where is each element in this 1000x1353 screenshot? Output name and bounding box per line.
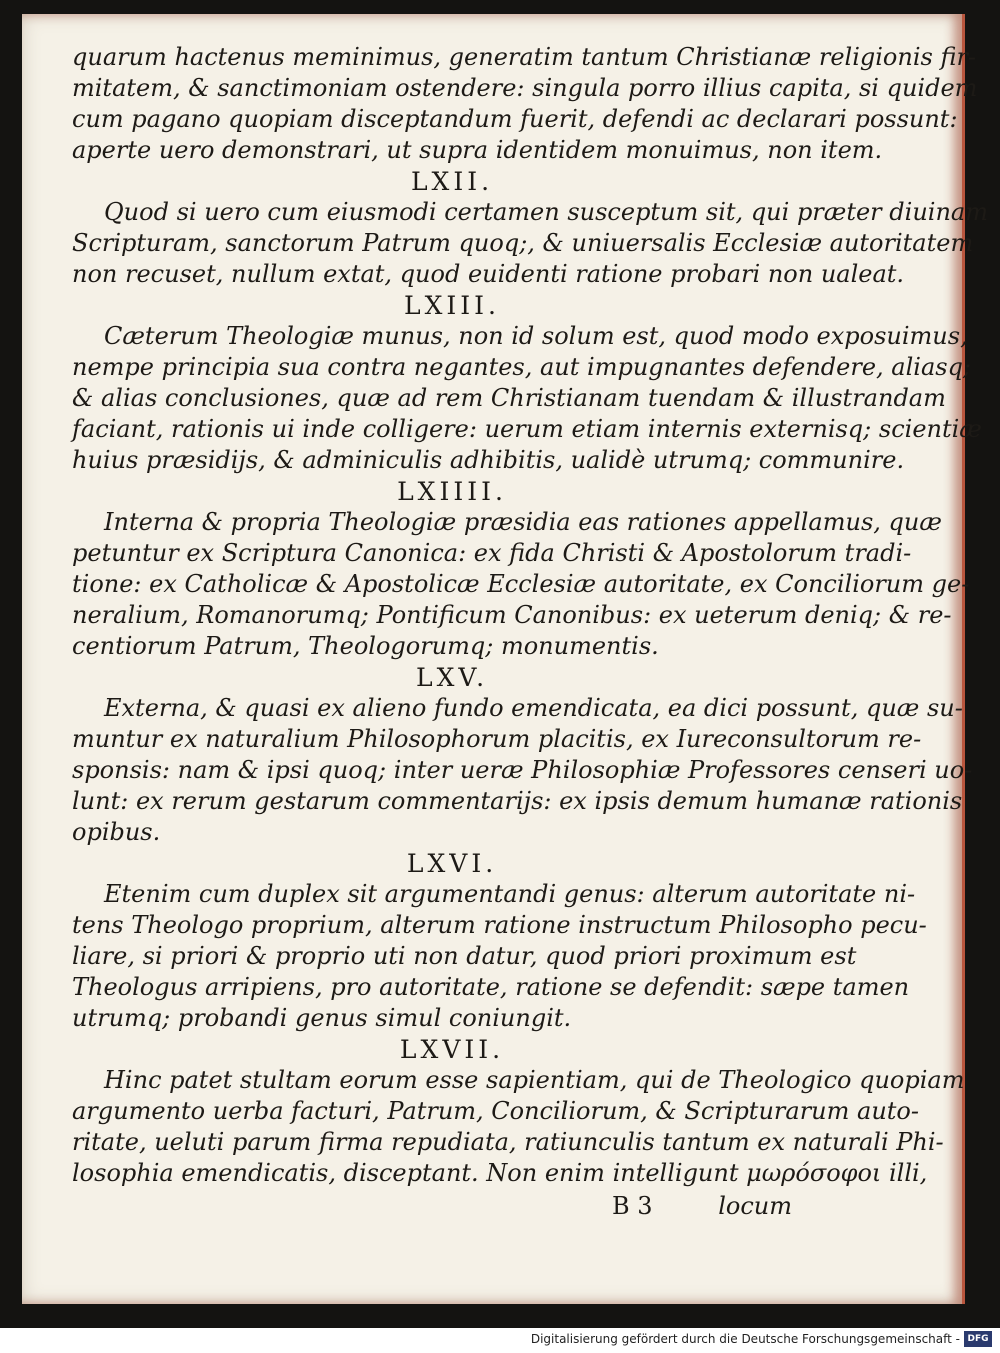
page-text [72,42,988,1223]
text-line: opibus. [72,818,161,846]
text-line: aperte uero demonstrari, ut supra identidem monuimus, non item. [72,136,883,164]
section-numeral: LXIII. [404,291,500,320]
text-line: utrumq; probandi genus simul coniungit. [72,1004,572,1032]
text-line: Scripturam, sanctorum Patrum quoq;, & uniuersalis Ecclesiæ autoritatem [72,229,974,257]
signature-mark: B 3 [612,1192,653,1220]
text-line: ritate, ueluti parum firma repudiata, ratiunculis tantum ex naturali Phi- [72,1128,944,1156]
text-line: mitatem, & sanctimoniam ostendere: singula porro illius capita, si quidem [72,74,978,102]
section-numeral: LXVII. [399,1035,505,1064]
text-line: centiorum Patrum, Theologorumq; monumentis. [72,632,659,660]
text-line: muntur ex naturalium Philosophorum placitis, ex Iureconsultorum re- [72,725,922,753]
digitization-footer [0,1328,1000,1353]
section-numeral: LXV. [415,663,489,692]
text-line: & alias conclusiones, quæ ad rem Christianam tuendam & illustrandam [72,384,946,412]
section-numeral: LXVI. [406,849,498,878]
text-line: Quod si uero cum eiusmodi certamen susceptum sit, qui præter diuinam [104,198,988,226]
text-line: cum pagano quopiam disceptandum fuerit, defendi ac declarari possunt: [72,105,958,133]
text-line: neralium, Romanorumq; Pontificum Canonibus: ex ueterum deniq; & re- [72,601,952,629]
funding-notice: Digitalisierung gefördert durch die Deutsche Forschungsgemeinschaft - [530,1332,960,1346]
section-numeral: LXII. [410,167,494,196]
catchword: locum [718,1192,792,1220]
text-line: Interna & propria Theologiæ præsidia eas rationes appellamus, quæ [104,508,942,536]
text-line: non recuset, nullum extat, quod euidenti ratione probari non ualeat. [72,260,905,288]
text-line: Etenim cum duplex sit argumentandi genus: alterum autoritate ni- [104,880,916,908]
text-line: losophia emendicatis, disceptant. Non enim intelligunt μωρόσοφοι illi, [72,1159,928,1187]
text-line: Cæterum Theologiæ munus, non id solum est, quod modo exposuimus, [104,322,968,350]
text-line: Theologus arripiens, pro autoritate, ratione se defendit: sæpe tamen [72,973,910,1001]
text-line: huius præsidijs, & adminiculis adhibitis, ualidè utrumq; communire. [72,446,905,474]
text-line: faciant, rationis ui inde colligere: uerum etiam internis externisq; scientiæ [72,415,982,443]
text-line: nempe principia sua contra negantes, aut impugnantes defendere, aliasq; [72,353,972,381]
page-foot [72,1191,792,1223]
text-line: lunt: ex rerum gestarum commentarijs: ex ipsis demum humanæ rationis [72,787,963,815]
text-line: liare, si priori & proprio uti non datur, quod priori proximum est [72,942,857,970]
text-line: Hinc patet stultam eorum esse sapientiam, qui de Theologico quopiam [104,1066,965,1094]
text-line: argumento uerba facturi, Patrum, Conciliorum, & Scripturarum auto- [72,1097,919,1125]
text-line: tens Theologo proprium, alterum ratione instructum Philosopho pecu- [72,911,927,939]
text-line: quarum hactenus meminimus, generatim tantum Christianæ religionis fir- [72,43,977,71]
dfg-logo-icon: DFG [964,1331,992,1347]
text-line: tione: ex Catholicæ & Apostolicæ Ecclesiæ autoritate, ex Conciliorum ge- [72,570,970,598]
text-line: sponsis: nam & ipsi quoq; inter ueræ Philosophiæ Professores censeri uo- [72,756,973,784]
section-numeral: LXIIII. [397,477,507,506]
text-line: petuntur ex Scriptura Canonica: ex fida Christi & Apostolorum tradi- [72,539,912,567]
text-line: Externa, & quasi ex alieno fundo emendicata, ea dici possunt, quæ su- [104,694,963,722]
